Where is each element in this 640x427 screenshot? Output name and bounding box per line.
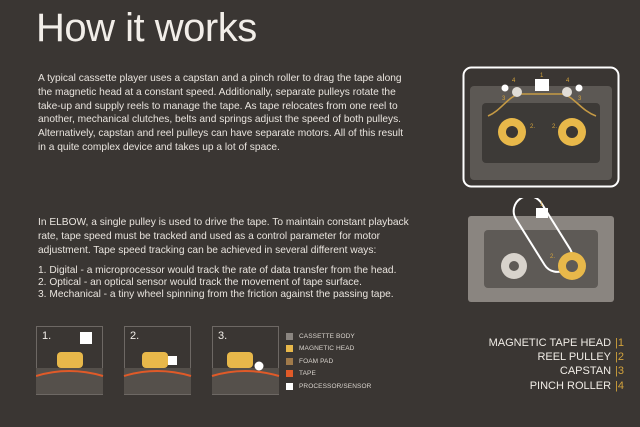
legend-item bbox=[286, 380, 371, 393]
magnetic-head-bottom bbox=[536, 208, 548, 218]
label-capstan-right: 3 bbox=[578, 96, 582, 102]
page-title: How it works bbox=[36, 6, 257, 50]
tracking-wheel bbox=[255, 362, 264, 371]
capstan-left bbox=[502, 85, 509, 92]
legend-swatch bbox=[286, 345, 293, 352]
panel-number-3: 3. bbox=[218, 330, 228, 342]
legend-swatch bbox=[286, 358, 293, 365]
legend-swatch bbox=[286, 370, 293, 377]
label-capstan-left: 3 bbox=[502, 96, 506, 102]
legend-label: FOAM PAD bbox=[299, 357, 334, 365]
magnetic-head bbox=[142, 352, 168, 368]
method-panels bbox=[36, 326, 280, 396]
legend-item bbox=[286, 330, 371, 343]
legend-label: MAGNETIC HEAD bbox=[299, 345, 355, 353]
elbow-cassette-diagram bbox=[466, 198, 616, 304]
color-legend bbox=[286, 330, 371, 393]
pinch-roller-left bbox=[512, 87, 522, 97]
legend-swatch bbox=[286, 333, 293, 340]
part-item: PINCH ROLLER |4 bbox=[529, 379, 624, 392]
magnetic-head bbox=[57, 352, 83, 368]
pinch-roller-right bbox=[562, 87, 572, 97]
label-head: 1 bbox=[540, 202, 544, 208]
magnetic-head-top bbox=[535, 79, 549, 91]
elbow-paragraph: In ELBOW, a single pulley is used to drive the tape. To maintain constant playback rate, tape speed must be tracked and used as a control parameter for motor adjustment. Tape speed tracking can be achieved in several different ways: bbox=[38, 217, 409, 256]
label-reel-left: 2. bbox=[530, 124, 536, 130]
legend-label: TAPE bbox=[299, 370, 316, 378]
legend-item bbox=[286, 368, 371, 381]
label-head: 1 bbox=[540, 73, 544, 79]
part-item: MAGNETIC TAPE HEAD |1 bbox=[488, 337, 624, 349]
panel-number-2: 2. bbox=[130, 330, 140, 342]
magnetic-head bbox=[227, 352, 253, 368]
legend-swatch bbox=[286, 383, 293, 390]
part-item: CAPSTAN |3 bbox=[559, 365, 624, 378]
label-reel-right: 2. bbox=[552, 124, 558, 130]
part-item: REEL PULLEY |2 bbox=[537, 351, 624, 364]
parts-key bbox=[489, 336, 624, 393]
method-mechanical: 3. Mechanical - a tiny wheel spinning from the friction against the passing tape. bbox=[38, 289, 394, 300]
capstan-right bbox=[576, 85, 583, 92]
intro-paragraph: A typical cassette player uses a capstan and a pinch roller to drag the tape along the magnetic head at a constant speed. Additionally, separate pulleys rotate the take-up and supply reels to manage the tape. As tape relocates from one reel to another, mechanical clutches, belts and springs adjust the speed of both pulleys. Alternatively, capstan and reel pulleys can have separate motors. All of this result in a quite complex device and takes up a lot of space. bbox=[38, 73, 404, 153]
legend-item bbox=[286, 355, 371, 368]
panel-number-1: 1. bbox=[42, 330, 52, 342]
legend-label: CASSETTE BODY bbox=[299, 332, 355, 340]
optical-sensor bbox=[168, 356, 177, 365]
legend-label: PROCESSOR/SENSOR bbox=[299, 382, 372, 390]
label-reel: 2. bbox=[550, 254, 556, 260]
legend-item bbox=[286, 343, 371, 356]
tracking-methods-list bbox=[38, 265, 418, 301]
conventional-cassette-diagram bbox=[462, 66, 620, 188]
method-optical: 2. Optical - an optical sensor would track the movement of tape surface. bbox=[38, 277, 362, 288]
label-roller-left: 4 bbox=[512, 78, 516, 84]
processor-chip bbox=[80, 332, 92, 344]
label-roller-right: 4 bbox=[566, 78, 570, 84]
method-digital: 1. Digital - a microprocessor would track the rate of data transfer from the head. bbox=[38, 265, 397, 276]
